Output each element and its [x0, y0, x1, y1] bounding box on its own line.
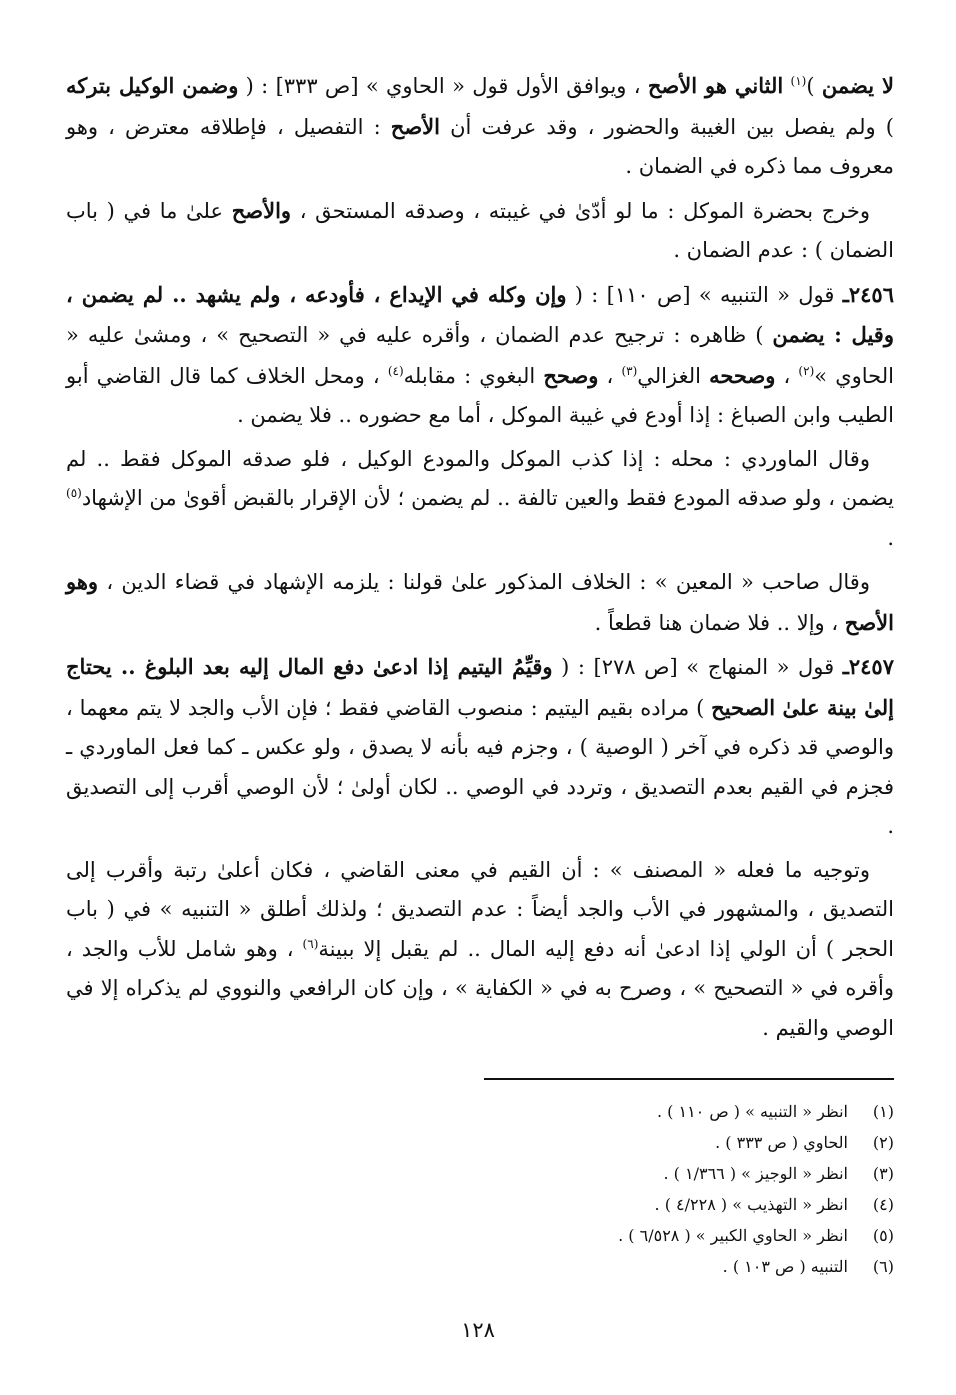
main-text — [66, 66, 894, 1052]
footnote-text: انظر « التنبيه » ( ص ١١٠ ) . — [656, 1102, 848, 1121]
text-run: وقال صاحب « المعين » : الخلاف المذكور علىٰ قولنا : يلزمه الإشهاد في قضاء الدين ، — [98, 570, 870, 594]
paragraph — [66, 440, 894, 559]
footnote — [294, 1220, 894, 1251]
paragraph — [66, 851, 894, 1049]
footnote — [294, 1096, 894, 1127]
text-run: وتوجيه ما فعله « المصنف » : أن القيم في معنى القاضي ، فكان أعلىٰ رتبة وأقرب إلى التصديق ، والمشهور في الأب والجد أيضاً : عدم التصديق ؛ ولذلك أطلق « التنبيه » في ( باب الحجر ) أن الولي إذا ادعىٰ أنه دفع إليه المال .. لم يقبل إلا ببينة — [66, 857, 895, 961]
text-run: ) — [806, 74, 822, 98]
bold-text: ٢٤٥٦ـ — [842, 281, 894, 307]
paragraph — [66, 66, 894, 187]
bold-text: وصحح — [543, 362, 599, 388]
footnote-ref: (٤) — [387, 363, 404, 378]
footnote-number: (١) — [872, 1102, 894, 1121]
text-run: : التفصيل ، فإطلاقه معترض ، وهو معروف مما ذكره في الضمان . — [66, 114, 894, 178]
page-number: ١٢٨ — [461, 1318, 495, 1342]
bold-text: الأصح — [390, 113, 440, 139]
bold-text: وقيِّمُ اليتيم إذا ادعىٰ دفع المال إليه بعد البلوغ .. يحتاج إلىٰ بينة علىٰ الصحيح — [66, 654, 895, 720]
bold-text: وضمن الوكيل بتركه — [66, 73, 239, 98]
footnote-number: (٦) — [872, 1257, 894, 1276]
text-run: ، ومحل الخلاف كما قال القاضي أبو الطيب وابن الصباغ : إذا أودع في غيبة الموكل ، أما مع حضوره .. فلا يضمن . — [66, 363, 894, 427]
bold-text: وهو الأصح — [66, 569, 894, 635]
footnote-ref: (٥) — [66, 486, 82, 500]
footnote-ref: (٢) — [798, 363, 815, 378]
footnote-divider — [484, 1078, 894, 1080]
footnote — [294, 1251, 894, 1282]
text-run: قول « التنبيه » [ص ١١٠] : ( — [566, 282, 843, 307]
bold-text: وإن وكله في الإيداع ، فأودعه ، ولم يشهد .. لم يضمن ، وقيل : يضمن — [66, 281, 894, 347]
text-run: ، ويوافق الأول قول « الحاوي » [ص ٣٣٣] : ( — [238, 74, 648, 98]
footnote-text: انظر « التهذيب » ( ٤/٢٢٨ ) . — [654, 1195, 848, 1214]
text-run: ، — [598, 363, 622, 388]
text-run — [783, 74, 790, 98]
footnote-text: الحاوي ( ص ٣٣٣ ) . — [715, 1133, 848, 1152]
bold-text: وصححه — [709, 362, 776, 388]
footnote-text: التنبيه ( ص ١٠٣ ) . — [722, 1257, 848, 1276]
bold-text: ٢٤٥٧ـ — [842, 654, 894, 679]
footnotes — [294, 1096, 894, 1282]
paragraph — [66, 647, 894, 847]
footnote-text: انظر « الحاوي الكبير » ( ٦/٥٢٨ ) . — [618, 1226, 848, 1245]
footnote — [294, 1158, 894, 1189]
footnote-ref: (٦) — [302, 936, 319, 951]
footnote — [294, 1127, 894, 1158]
footnote-number: (٥) — [872, 1226, 894, 1245]
paragraph — [66, 275, 894, 436]
footnote-ref: (١) — [790, 74, 807, 88]
footnote-number: (٤) — [872, 1195, 894, 1214]
bold-text: الثاني هو الأصح — [647, 73, 784, 98]
text-run: البغوي : مقابله — [403, 363, 544, 388]
text-run: وخرج بحضرة الموكل : ما لو أدّىٰ في غيبته ، وصدقه المستحق ، — [291, 198, 870, 223]
text-run: قول « المنهاج » [ص ٢٧٨] : ( — [552, 655, 843, 679]
text-run: وقال الماوردي : محله : إذا كذب الموكل والمودع الوكيل ، فلو صدقه الموكل فقط .. لم يضمن ، ولو صدقه المودع فقط والعين تالفة .. لم يضمن ؛ لأن الإقرار بالقبض أقوىٰ من الإشهاد — [66, 446, 894, 510]
text-run: ) مراده بقيم اليتيم : منصوب القاضي فقط ؛ فإن الأب والجد لا يتم معهما ، والوصي قد ذكره في آخر ( الوصية ) ، وجزم فيه بأنه لا يصدق ، ولو عكس ـ كما فعل الماوردي ـ فجزم في القيم بعدم التصديق ، وتردد في الوصي .. لكان أولىٰ ؛ لأن الوصي أقرب إلى التصديق . — [66, 695, 894, 838]
bold-text: والأصح — [231, 197, 292, 223]
footnote — [294, 1189, 894, 1220]
paragraph — [66, 562, 894, 643]
footnote-text: انظر « الوجيز » ( ١/٣٦٦ ) . — [663, 1164, 848, 1183]
text-run: ) ولم يفصل بين الغيبة والحضور ، وقد عرفت أن — [439, 114, 894, 139]
text-run: . — [887, 525, 894, 550]
text-run: ، وهو شامل للأب والجد ، وأقره في « التصحيح » ، وصرح به في « الكفاية » ، وإن كان الرافعي والنووي لم يذكراه إلا في الوصي والقيم . — [66, 936, 894, 1040]
text-run: ، وإلا .. فلا ضمان هنا قطعاً . — [594, 610, 845, 635]
text-run: الغزالي — [637, 363, 710, 388]
paragraph — [66, 191, 894, 271]
text-run: ، — [775, 363, 799, 388]
text-run: علىٰ ما في ( باب الضمان ) : عدم الضمان . — [66, 198, 894, 262]
text-run: ) ظاهره : ترجيح عدم الضمان ، وأقره عليه في « التصحيح » ، ومشىٰ عليه « الحاوي » — [66, 323, 894, 388]
bold-text: لا يضمن — [821, 73, 894, 98]
footnote-number: (٣) — [872, 1164, 894, 1183]
footnote-number: (٢) — [872, 1133, 894, 1152]
footnote-ref: (٣) — [621, 363, 638, 378]
